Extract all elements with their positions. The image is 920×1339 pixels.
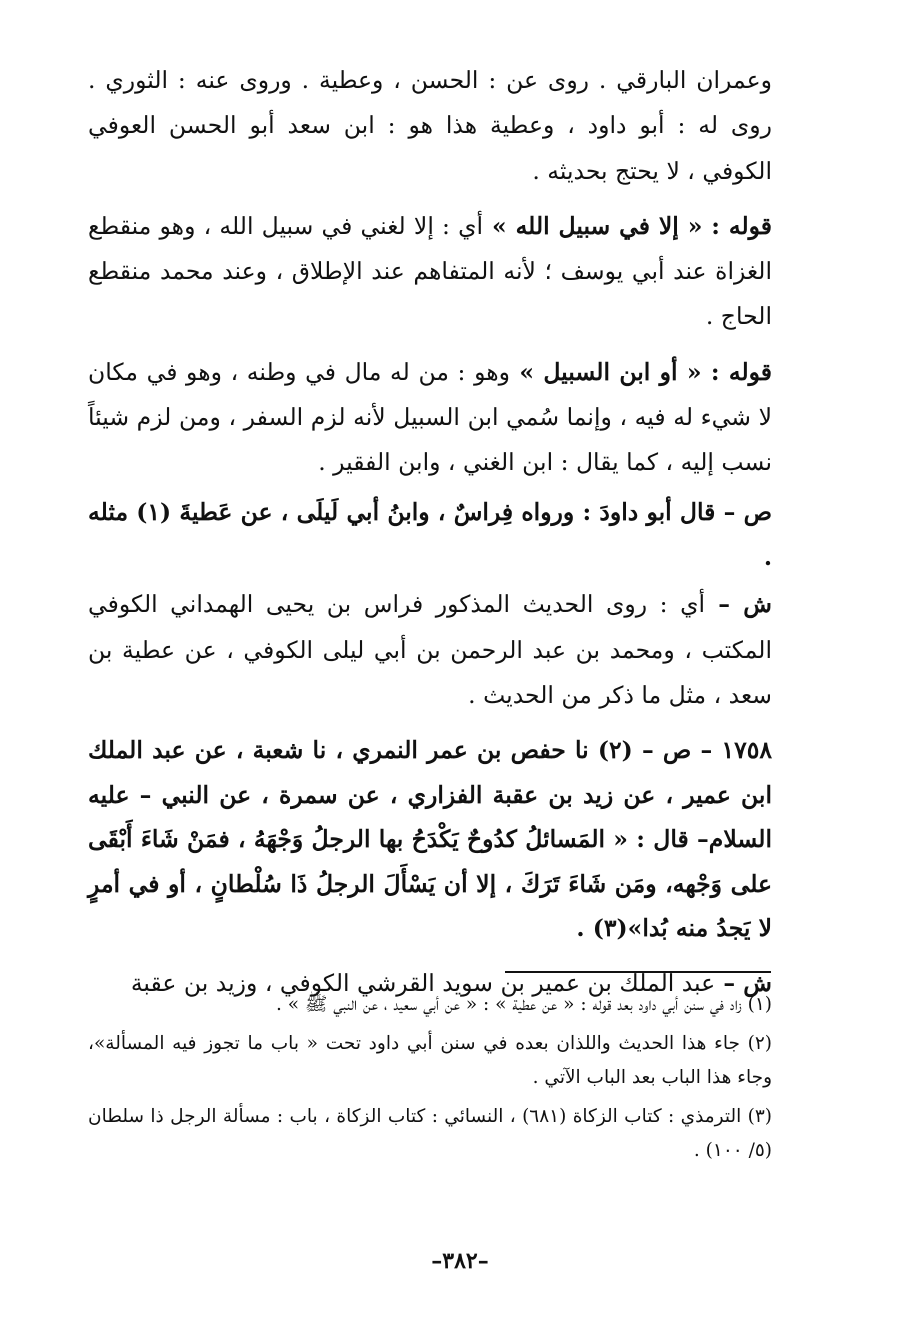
commentary-lead: قوله : « إلا في سبيل الله »: [483, 211, 772, 240]
footnotes: [88, 988, 772, 1173]
hadith-text: ص – قال أبو داودَ : ورواه فِراسٌ ، وابنُ أبي لَيلَى ، عن عَطيةَ (١) مثله .: [88, 497, 772, 571]
sharh-text: أي : روى الحديث المذكور فراس بن يحيى الهمداني الكوفي المكتب ، ومحمد بن عبد الرحمن بن أبي ليلى الكوفي ، عن عطية بن سعد ، مثل ما ذكر من الحديث .: [88, 590, 772, 709]
paragraph-commentary-ibn-sabil: [88, 350, 772, 486]
paragraph-commentary-sabil-allah: [88, 204, 772, 340]
paragraph-sharh: [88, 582, 772, 718]
main-text: [88, 58, 772, 1010]
sharh-lead: ش –: [705, 590, 772, 619]
sharh-text: عبد الملك بن عمير بن سويد القرشي الكوفي ، وزيد بن عقبة: [130, 968, 716, 997]
footnote-2: (٢) جاء هذا الحديث واللذان بعده في سنن أبي داود تحت « باب ما تجوز فيه المسألة»، وجاء هذا الباب بعد الباب الآتي .: [88, 1032, 772, 1088]
footnote-1: (١) زاد في سنن أبي داود بعد قوله : « عن عطية » : « عن أبي سعيد ، عن النبي ﷺ » .: [276, 994, 772, 1015]
paragraph-hadith-1758: [88, 728, 772, 951]
paragraph-text: وعمران البارقي . روى عن : الحسن ، وعطية . وروى عنه : الثوري . روى له : أبو داود ، وعطية هذا هو : ابن سعد أبو الحسن العوفي الكوفي ، لا يحتج بحديثه .: [88, 66, 772, 185]
hadith-text: ١٧٥٨ – ص – (٢) نا حفص بن عمر النمري ، نا شعبة ، عن عبد الملك ابن عمير ، عن زيد بن عقبة الفزاري ، عن سمرة ، عن النبي – عليه السلام– قال : « المَسائلُ كدُوحٌ يَكْدَحُ بها الرجلُ وَجْهَهُ ، فمَنْ شَاءَ أَبْقَى على وَجْهه، ومَن شَاءَ تَرَكَ ، إلا أن يَسْأَلَ الرجلُ ذَا سُلْطانٍ ، أو في أمرٍ لا يَجدُ منه بُدا»(٣) .: [88, 736, 772, 943]
footnote-3: (٣) الترمذي : كتاب الزكاة (٦٨١) ، النسائي : كتاب الزكاة ، باب : مسألة الرجل ذا سلطان (٥/ ١٠٠) .: [88, 1105, 772, 1161]
commentary-text: أي : إلا لغني في سبيل الله ، وهو منقطع الغزاة عند أبي يوسف ؛ لأنه المتفاهم عند الإطلاق ، وعند محمد منقطع الحاج .: [88, 211, 772, 331]
paragraph-text-sad: [88, 490, 772, 581]
commentary-text: وهو : من له مال في وطنه ، وهو في مكان لا شيء له فيه ، وإنما سُمي ابن السبيل لأنه لزم السفر ، ومن لزم شيئاً نسب إليه ، كما يقال : ابن الغني ، وابن الفقير .: [88, 357, 772, 477]
sharh-lead: ش –: [715, 968, 772, 997]
footnote-separator: [505, 971, 771, 973]
commentary-lead: قوله : « أو ابن السبيل »: [509, 357, 773, 386]
paragraph-narrator-note: [88, 58, 772, 194]
page-number: –٣٨٢–: [431, 1248, 489, 1274]
